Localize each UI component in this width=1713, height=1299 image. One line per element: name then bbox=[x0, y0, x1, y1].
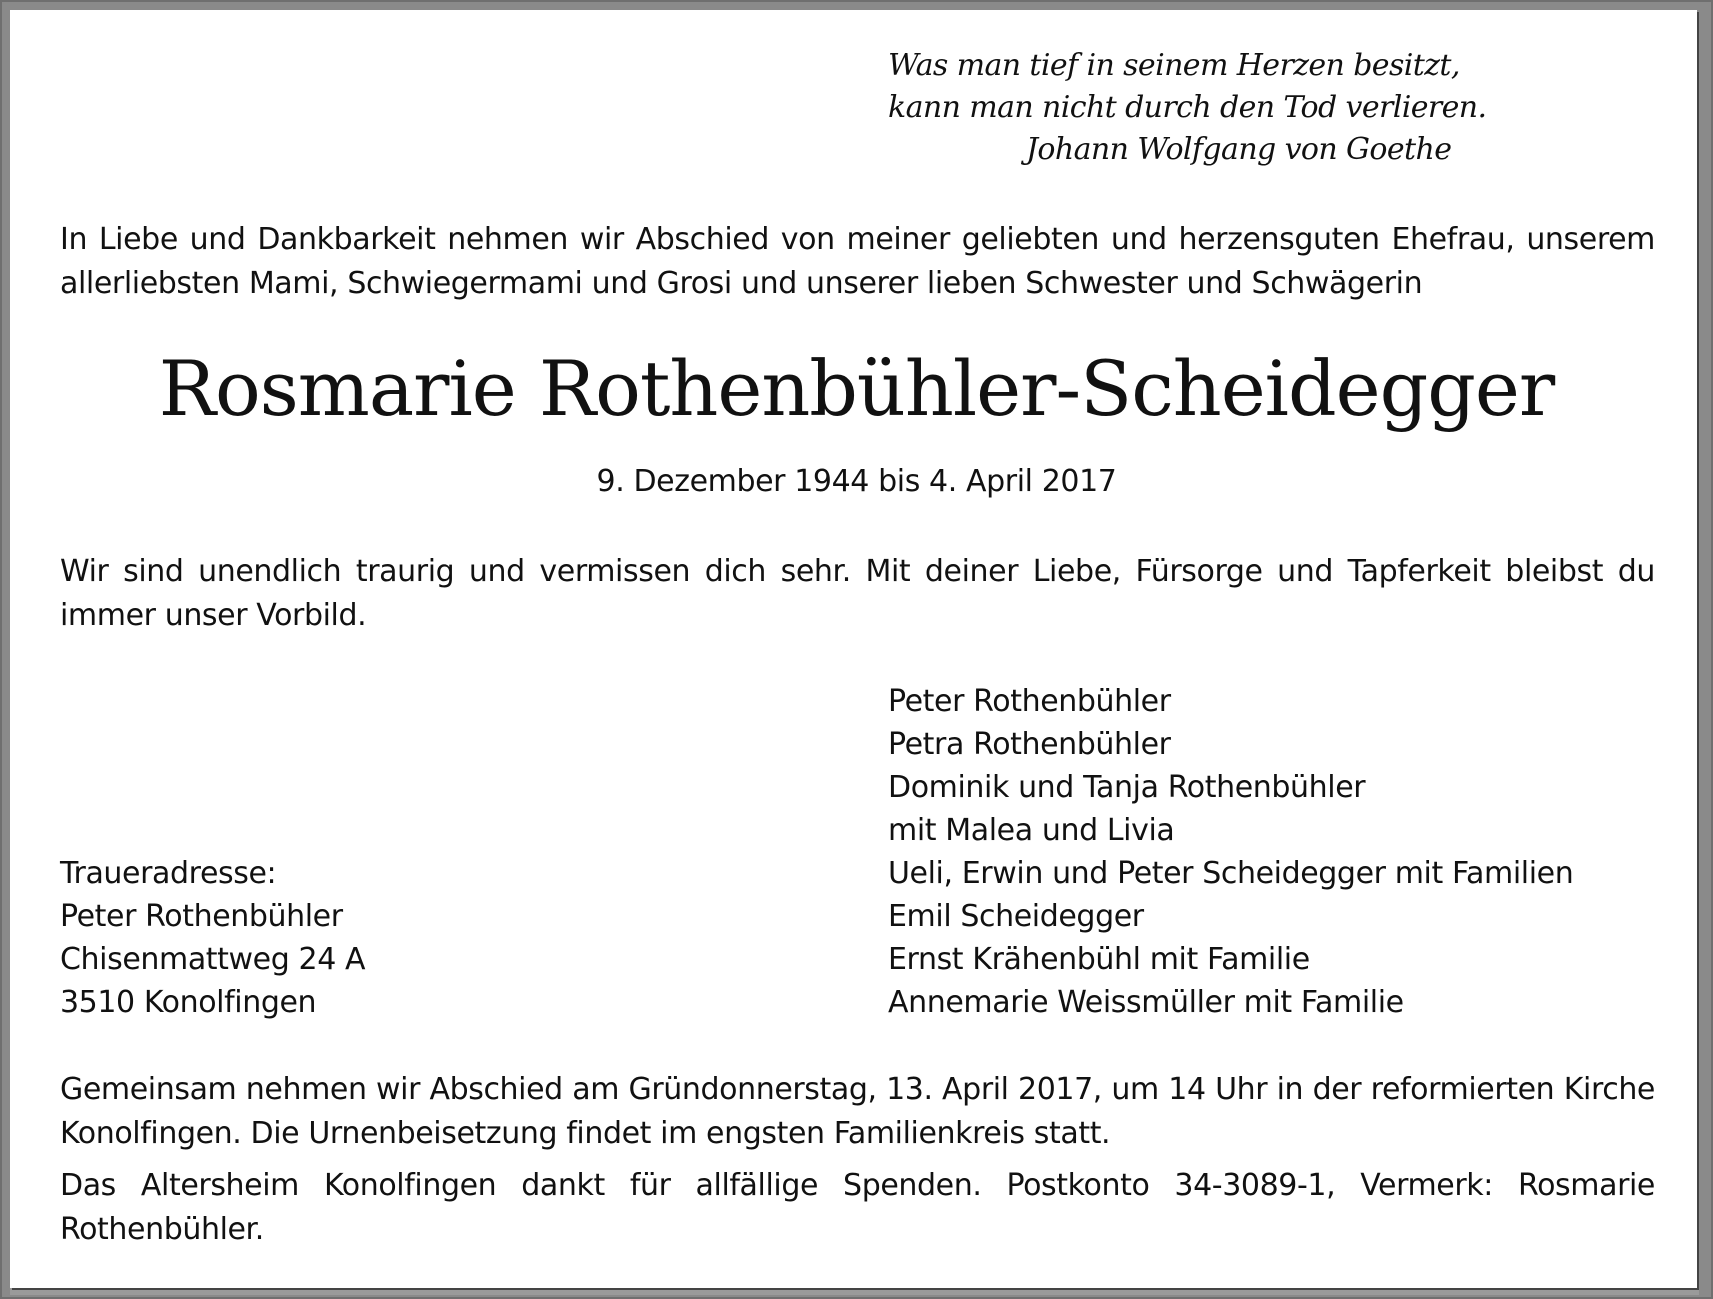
mourner-item: Petra Rothenbühler bbox=[888, 727, 1171, 762]
address-city: 3510 Konolfingen bbox=[60, 985, 317, 1020]
mourner-item: Ueli, Erwin und Peter Scheidegger mit Familien bbox=[888, 856, 1574, 891]
deceased-name: Rosmarie Rothenbühler-Scheidegger bbox=[158, 344, 1555, 433]
address-label: Traueradresse: bbox=[60, 856, 277, 891]
mourning-address bbox=[60, 852, 365, 1024]
mourner-item: Ernst Krähenbühl mit Familie bbox=[888, 942, 1310, 977]
address-name: Peter Rothenbühler bbox=[60, 899, 343, 934]
donation-text: Das Altersheim Konolfingen dankt für allfällige Spenden. Postkonto 34-3089-1, Vermerk: Rosmarie Rothenbühler. bbox=[60, 1168, 1655, 1247]
paper-shadow bbox=[10, 1287, 1699, 1295]
mourner-item: mit Malea und Livia bbox=[888, 813, 1175, 848]
intro-text: In Liebe und Dankbarkeit nehmen wir Abschied von meiner geliebten und herzensguten Ehefrau, unserem allerliebsten Mami, Schwiegermami und Grosi und unserer lieben Schwester und Schwägerin bbox=[60, 222, 1655, 301]
message-text: Wir sind unendlich traurig und vermissen dich sehr. Mit deiner Liebe, Fürsorge und Tapferkeit bleibst du immer unser Vorbild. bbox=[60, 554, 1655, 633]
quote-author: Johann Wolfgang von Goethe bbox=[1026, 132, 1452, 167]
mourner-item: Emil Scheidegger bbox=[888, 899, 1144, 934]
ceremony-text: Gemeinsam nehmen wir Abschied am Gründonnerstag, 13. April 2017, um 14 Uhr in der reformierten Kirche Konolfingen. Die Urnenbeisetzung findet im engsten Familienkreis statt. bbox=[60, 1072, 1655, 1151]
quote-line-2: kann man nicht durch den Tod verlieren. bbox=[888, 90, 1487, 125]
life-dates: 9. Dezember 1944 bis 4. April 2017 bbox=[596, 464, 1117, 499]
mourner-item: Dominik und Tanja Rothenbühler bbox=[888, 770, 1366, 805]
mourners-list bbox=[888, 680, 1573, 1024]
mourner-item: Peter Rothenbühler bbox=[888, 684, 1171, 719]
mourner-item: Annemarie Weissmüller mit Familie bbox=[888, 985, 1404, 1020]
quote-line-1: Was man tief in seinem Herzen besitzt, bbox=[888, 48, 1460, 83]
address-street: Chisenmattweg 24 A bbox=[60, 942, 366, 977]
